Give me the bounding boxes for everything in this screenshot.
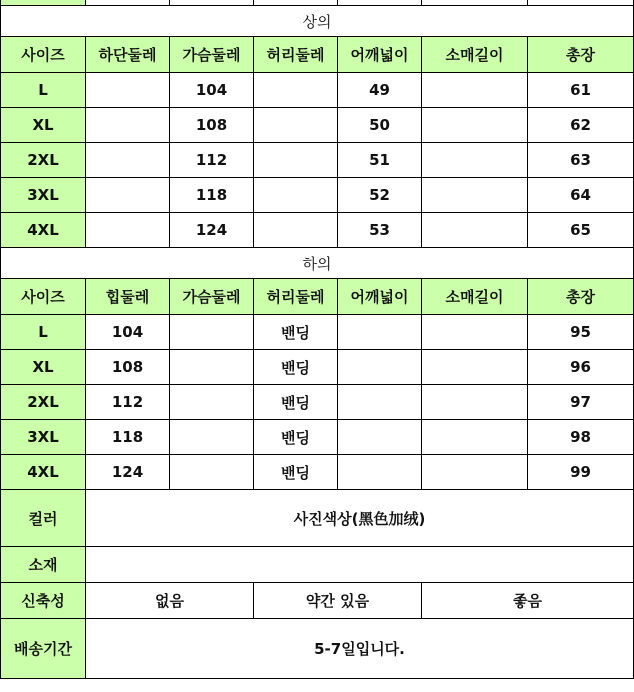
table-cell: [254, 108, 338, 143]
header-cell: 총장: [528, 279, 634, 315]
table-cell: [86, 108, 170, 143]
table-cell: 50: [338, 108, 422, 143]
top-header-row: [1, 37, 634, 73]
header-cell: 총장: [528, 37, 634, 73]
stretch-option-good: 좋음: [422, 583, 634, 619]
table-cell: [338, 315, 422, 350]
table-cell: 118: [170, 178, 254, 213]
table-cell: [254, 178, 338, 213]
shipping-row: [1, 619, 634, 679]
material-row: [1, 547, 634, 583]
size-label: L: [1, 315, 86, 350]
table-cell: 밴딩: [254, 420, 338, 455]
table-cell: 52: [338, 178, 422, 213]
stretch-option-some: 약간 있음: [254, 583, 422, 619]
table-cell: 49: [338, 73, 422, 108]
stretch-row: [1, 583, 634, 619]
table-cell: [338, 455, 422, 490]
section-title-top: 상의: [1, 6, 634, 37]
header-cell: 소매길이: [422, 279, 528, 315]
table-cell: [422, 350, 528, 385]
shipping-label: 배송기간: [1, 619, 86, 679]
top-section-title-row: [1, 6, 634, 37]
table-cell: [338, 420, 422, 455]
table-cell: [422, 385, 528, 420]
header-cell: 가슴둘레: [170, 37, 254, 73]
table-cell: [422, 73, 528, 108]
size-label: 4XL: [1, 455, 86, 490]
table-cell: 63: [528, 143, 634, 178]
table-cell: 밴딩: [254, 350, 338, 385]
table-cell: 97: [528, 385, 634, 420]
table-cell: 62: [528, 108, 634, 143]
size-label: XL: [1, 350, 86, 385]
table-row: [1, 350, 634, 385]
table-cell: [422, 315, 528, 350]
header-cell: 가슴둘레: [170, 279, 254, 315]
header-cell: 하단둘레: [86, 37, 170, 73]
header-cell: 허리둘레: [254, 37, 338, 73]
table-cell: [422, 420, 528, 455]
table-cell: [422, 108, 528, 143]
section-title-bottom: 하의: [1, 248, 634, 279]
header-cell: 어깨넓이: [338, 37, 422, 73]
table-cell: [422, 455, 528, 490]
table-cell: [254, 73, 338, 108]
color-label: 컬러: [1, 490, 86, 547]
table-cell: [170, 455, 254, 490]
header-cell: 어깨넓이: [338, 279, 422, 315]
table-cell: [254, 143, 338, 178]
table-cell: 104: [86, 315, 170, 350]
table-cell: 99: [528, 455, 634, 490]
table-cell: [170, 350, 254, 385]
table-row: [1, 385, 634, 420]
size-label: 3XL: [1, 178, 86, 213]
table-cell: [254, 213, 338, 248]
table-cell: 65: [528, 213, 634, 248]
table-row: [1, 420, 634, 455]
table-row: [1, 213, 634, 248]
size-label: XL: [1, 108, 86, 143]
table-cell: 밴딩: [254, 315, 338, 350]
table-cell: [86, 178, 170, 213]
table-cell: 112: [86, 385, 170, 420]
table-cell: [86, 73, 170, 108]
table-row: [1, 143, 634, 178]
shipping-value: 5-7일입니다.: [86, 619, 634, 679]
table-cell: 108: [170, 108, 254, 143]
stretch-label: 신축성: [1, 583, 86, 619]
table-cell: 124: [86, 455, 170, 490]
material-label: 소재: [1, 547, 86, 583]
color-row: [1, 490, 634, 547]
table-cell: [170, 420, 254, 455]
table-cell: [86, 143, 170, 178]
table-cell: [170, 315, 254, 350]
table-cell: 밴딩: [254, 455, 338, 490]
table-cell: [422, 178, 528, 213]
table-cell: 118: [86, 420, 170, 455]
table-row: [1, 73, 634, 108]
table-cell: 104: [170, 73, 254, 108]
table-cell: 98: [528, 420, 634, 455]
table-cell: [170, 385, 254, 420]
header-cell: 소매길이: [422, 37, 528, 73]
table-cell: [338, 385, 422, 420]
table-cell: 61: [528, 73, 634, 108]
header-cell: 힙둘레: [86, 279, 170, 315]
table-cell: 51: [338, 143, 422, 178]
header-cell: 사이즈: [1, 279, 86, 315]
table-row: [1, 108, 634, 143]
stretch-option-none: 없음: [86, 583, 254, 619]
table-cell: 53: [338, 213, 422, 248]
table-cell: [338, 350, 422, 385]
size-label: L: [1, 73, 86, 108]
table-cell: 112: [170, 143, 254, 178]
bottom-header-row: [1, 279, 634, 315]
material-value: [86, 547, 634, 583]
bottom-section-title-row: [1, 248, 634, 279]
table-cell: 밴딩: [254, 385, 338, 420]
table-cell: 108: [86, 350, 170, 385]
table-cell: 64: [528, 178, 634, 213]
size-label: 3XL: [1, 420, 86, 455]
size-label: 2XL: [1, 143, 86, 178]
table-cell: [422, 213, 528, 248]
table-cell: 96: [528, 350, 634, 385]
table-row: [1, 315, 634, 350]
size-label: 4XL: [1, 213, 86, 248]
header-cell: 허리둘레: [254, 279, 338, 315]
table-row: [1, 178, 634, 213]
table-cell: 124: [170, 213, 254, 248]
table-row: [1, 455, 634, 490]
header-cell: 사이즈: [1, 37, 86, 73]
table-cell: [86, 213, 170, 248]
table-cell: [422, 143, 528, 178]
color-value: 사진색상(黑色加绒): [86, 490, 634, 547]
size-label: 2XL: [1, 385, 86, 420]
table-cell: 95: [528, 315, 634, 350]
